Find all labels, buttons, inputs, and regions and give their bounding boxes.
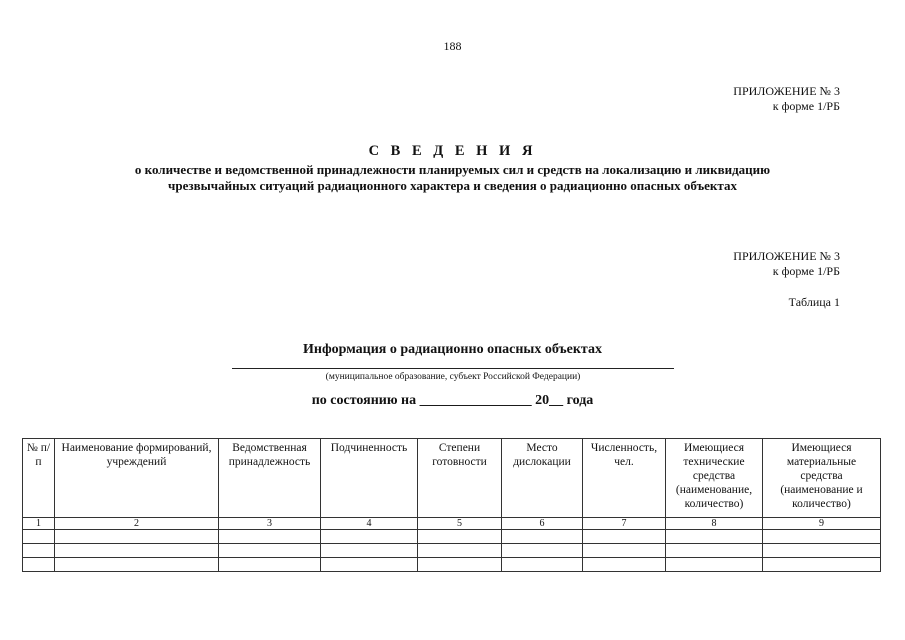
- appendix-label: ПРИЛОЖЕНИЕ № 3: [733, 249, 840, 263]
- header-headcount: Численность, чел.: [583, 439, 666, 518]
- table-caption: Таблица 1: [788, 295, 840, 309]
- table-cell: [55, 558, 219, 572]
- table-cell: [666, 544, 763, 558]
- subtitle-line-2: чрезвычайных ситуаций радиационного характера и сведения о радиационно опасных объектах: [168, 178, 737, 193]
- section-title: Информация о радиационно опасных объектах: [303, 342, 602, 357]
- column-number: 9: [763, 518, 881, 530]
- table-cell: [219, 544, 321, 558]
- table-cell: [666, 530, 763, 544]
- table-cell: [583, 558, 666, 572]
- table-cell: [418, 530, 502, 544]
- table-cell: [418, 544, 502, 558]
- header-subordination: Подчиненность: [321, 439, 418, 518]
- appendix-reference-top: [733, 84, 840, 114]
- table-cell: [502, 558, 583, 572]
- header-department: Ведомственная принадлежность: [219, 439, 321, 518]
- header-location: Место дислокации: [502, 439, 583, 518]
- header-readiness: Степени готовности: [418, 439, 502, 518]
- table-cell: [55, 530, 219, 544]
- column-number: 3: [219, 518, 321, 530]
- table-cell: [583, 544, 666, 558]
- column-number: 2: [55, 518, 219, 530]
- table-cell: [219, 558, 321, 572]
- table-cell: [321, 530, 418, 544]
- table-cell: [219, 530, 321, 544]
- column-number-row: [23, 518, 881, 530]
- fill-in-line: [232, 368, 674, 369]
- table-cell: [55, 544, 219, 558]
- as-of-date-line: по состоянию на ________________ 20__ года: [311, 393, 594, 408]
- table-cell: [763, 544, 881, 558]
- table-cell: [763, 558, 881, 572]
- document-title: С В Е Д Е Н И Я: [368, 143, 537, 159]
- appendix-form-ref: к форме 1/РБ: [772, 99, 840, 113]
- document-subtitle: [0, 162, 905, 194]
- table-cell: [502, 530, 583, 544]
- header-technical-means: Имеющиеся технические средства (наименование, количество): [666, 439, 763, 518]
- subtitle-line-1: о количестве и ведомственной принадлежности планируемых сил и средств на локализацию и ликвидацию: [134, 162, 771, 177]
- table-cell: [502, 544, 583, 558]
- header-material-means: Имеющиеся материальные средства (наименование и количество): [763, 439, 881, 518]
- table-cell: [763, 530, 881, 544]
- appendix-reference-second: [733, 249, 840, 279]
- table-row: [23, 530, 881, 544]
- table-cell: [583, 530, 666, 544]
- column-number: 6: [502, 518, 583, 530]
- column-number: 1: [23, 518, 55, 530]
- table-cell: [666, 558, 763, 572]
- table-row: [23, 544, 881, 558]
- header-number: № п/п: [23, 439, 55, 518]
- table-cell: [23, 530, 55, 544]
- fill-in-hint: (муниципальное образование, субъект Российской Федерации): [325, 372, 581, 382]
- table-cell: [321, 558, 418, 572]
- table-cell: [321, 544, 418, 558]
- column-number: 7: [583, 518, 666, 530]
- header-formation-name: Наименование формирований, учреждений: [55, 439, 219, 518]
- table-cell: [23, 558, 55, 572]
- appendix-label: ПРИЛОЖЕНИЕ № 3: [733, 84, 840, 98]
- page-number: 188: [443, 39, 462, 53]
- table-row: [23, 558, 881, 572]
- table-cell: [23, 544, 55, 558]
- table-header-row: [23, 439, 881, 518]
- column-number: 8: [666, 518, 763, 530]
- appendix-form-ref: к форме 1/РБ: [772, 264, 840, 278]
- radiation-objects-table: [22, 438, 881, 572]
- column-number: 4: [321, 518, 418, 530]
- table-cell: [418, 558, 502, 572]
- column-number: 5: [418, 518, 502, 530]
